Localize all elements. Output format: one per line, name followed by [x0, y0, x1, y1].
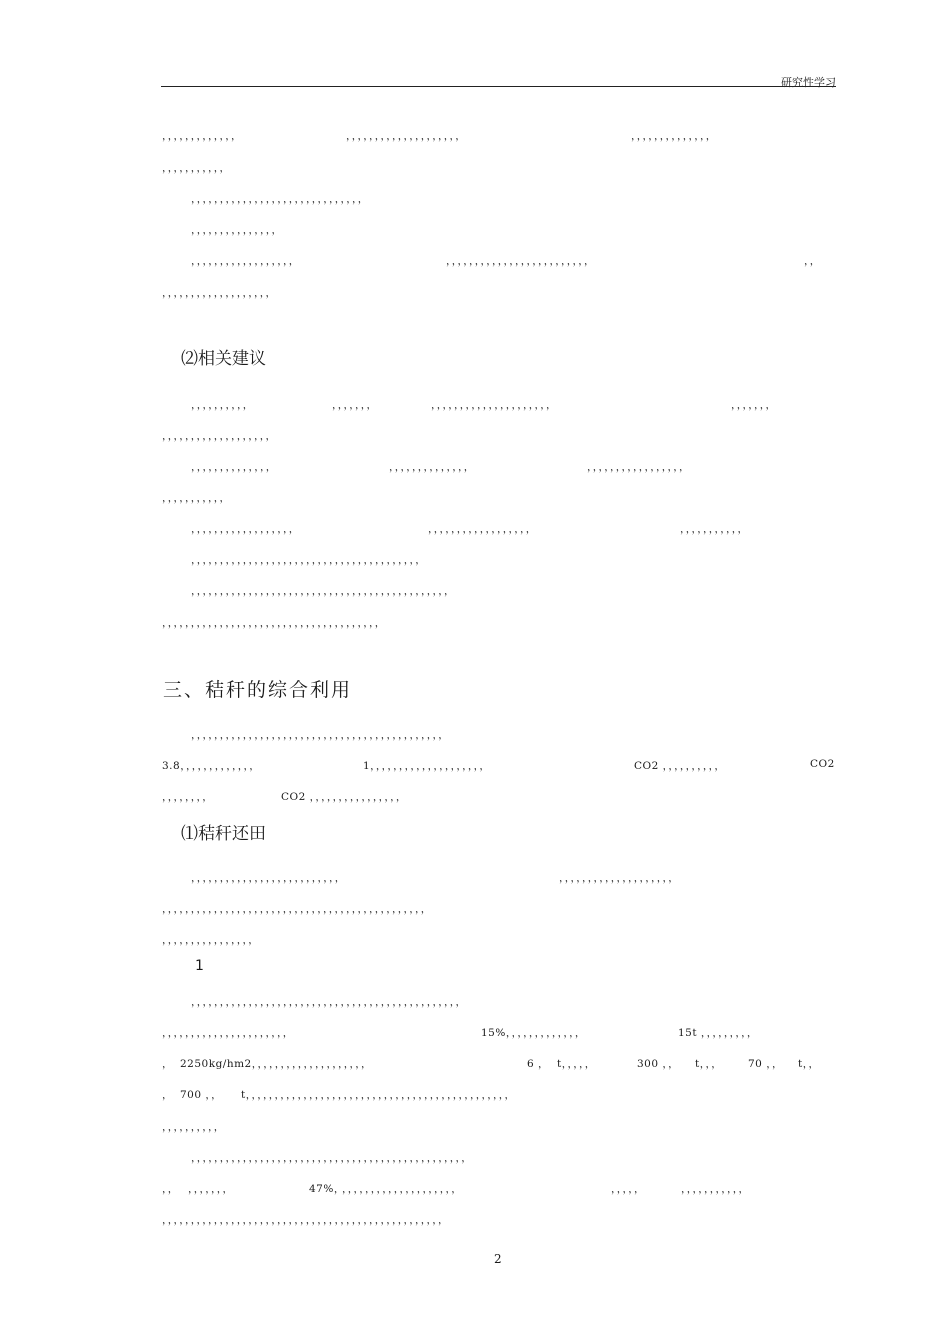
- text-line: [0, 1181, 950, 1197]
- text-segment: t，，，，，，，，，，，，，，，，，，，，，，，，，，，，，，，，，，，，，，，，，，，，，，: [241, 1089, 516, 1101]
- text-line: ，，，，，，，，，，，，，，，，，，，，，，，，，，，，，，，，，，，，，，，，，，，，，，，，: [191, 1152, 473, 1164]
- section-heading: ⑴秸秆还田: [181, 824, 266, 844]
- text-line: [0, 1025, 950, 1041]
- text-line: [0, 1087, 950, 1103]
- text-line: ，，，，，，，，，，，，，，，，，，，，，，，，，，，，，，: [191, 193, 369, 205]
- text-segment: ，，，，，，，，，，，，，，，，，，，，，，，，，，: [191, 872, 346, 884]
- text-line: ，，，，，，，，，，，，，，，，，，，: [162, 430, 277, 442]
- text-segment: ，，，，，，，，，，，，，，，，，，，，，，: [162, 1027, 294, 1039]
- text-segment: ，，，，，，，: [188, 1183, 234, 1195]
- text-segment: ，，，，，，，，，，，，，: [162, 130, 242, 142]
- text-line: [0, 128, 950, 144]
- text-line: ，，，，，，，，，，，: [162, 162, 231, 174]
- text-segment: 6 ，: [527, 1058, 550, 1070]
- text-line: ，，，，，，，，，，，，，，，，，，，，，，，，，，，，，，，，，，，，，，，，，，，，，，: [162, 903, 432, 915]
- text-line: ，，，，，，，，，，，，，，，，，，，，，，，，，，，，，，，，，，，，，，，，，，，，，，，，，: [162, 1214, 449, 1226]
- text-segment: ，，，，，，，，，，，，，，，，，，: [191, 255, 300, 267]
- text-segment: 15%，，，，，，，，，，，，，: [481, 1027, 586, 1039]
- section-heading: 三、秸秆的综合利用: [163, 679, 353, 701]
- text-segment: ，: [162, 1089, 173, 1101]
- text-line: [0, 521, 950, 537]
- text-line: ，，，，，，，，，，: [162, 1121, 225, 1133]
- text-segment: ，，，，，，，，，，，，，，，，，，，，: [342, 1183, 463, 1195]
- text-line: [0, 459, 950, 475]
- text-segment: ，，，，，，，: [731, 399, 777, 411]
- text-segment: ，，，，，，，，，，，，，，，，，，，，: [346, 130, 467, 142]
- text-line: ，，，，，，，，，，，，，，，，，，，，，，，，，，，，，，，，，，，，，，，，，，，，，: [191, 585, 455, 597]
- section-heading: ⑵相关建议: [181, 349, 266, 369]
- text-segment: CO2 ，，，，，，，，，，，，，，，，: [281, 791, 407, 803]
- text-line: ，，，，，，，，，，，，，，，: [191, 224, 283, 236]
- text-segment: t，，: [798, 1058, 820, 1070]
- text-segment: ，，，，，，，，，，，，，，: [191, 461, 277, 473]
- header-divider: [161, 86, 836, 87]
- text-segment: ，，，，，，，，，，，，，，，，，，，，: [559, 872, 680, 884]
- text-segment: CO2: [810, 758, 835, 770]
- text-segment: ，，: [804, 255, 821, 267]
- text-segment: 700 ，，: [180, 1089, 223, 1101]
- text-segment: 15t ，，，，，，，，，: [678, 1027, 758, 1039]
- text-segment: ，: [162, 1058, 173, 1070]
- item-number: 1: [195, 958, 204, 974]
- text-line: ，，，，，，，，，，，，，，，，，，，，，，，，，，，，，，，，，，，，，，，，，，，，: [191, 729, 450, 741]
- text-line: [0, 870, 950, 886]
- text-segment: ，，，，，，，，，，，，，，，，，，: [428, 523, 537, 535]
- text-segment: ，，: [162, 1183, 179, 1195]
- text-segment: 3.8，，，，，，，，，，，，，: [162, 760, 261, 772]
- text-line: ，，，，，，，，，，，，，，，，，，，，，，，，，，，，，，，，，，，，，，，，，，，，，，，: [191, 996, 467, 1008]
- text-segment: t，，，: [695, 1058, 723, 1070]
- text-segment: t，，，，，: [557, 1058, 596, 1070]
- text-segment: ，，，，，，，，，，，，，，，，，，，，，: [431, 399, 557, 411]
- text-segment: ，，，，，: [611, 1183, 645, 1195]
- text-line: [0, 1056, 950, 1072]
- text-line: ，，，，，，，，，，，，，，，，: [162, 934, 260, 946]
- text-line: ，，，，，，，，，，，: [162, 492, 231, 504]
- text-segment: 300 ，，: [637, 1058, 680, 1070]
- text-segment: 2250kg/hm2，，，，，，，，，，，，，，，，，，，，: [180, 1058, 372, 1070]
- text-segment: ，，，，，，，，，，，: [681, 1183, 750, 1195]
- text-line: ，，，，，，，，，，，，，，，，，，，: [162, 287, 277, 299]
- text-segment: 47%，: [309, 1183, 345, 1195]
- text-line: [0, 253, 950, 269]
- text-line: [0, 397, 950, 413]
- text-segment: CO2 ，，，，，，，，，，: [634, 760, 726, 772]
- page-number: 2: [494, 1252, 502, 1266]
- text-segment: ，，，，，，，: [332, 399, 378, 411]
- text-segment: ，，，，，，，，，，，: [680, 523, 749, 535]
- text-segment: 70 ，，: [748, 1058, 783, 1070]
- text-segment: ，，，，，，，，，，: [191, 399, 254, 411]
- text-segment: 1，，，，，，，，，，，，，，，，，，，，: [363, 760, 491, 772]
- text-line: [0, 758, 950, 774]
- header-title: 研究性学习: [781, 76, 836, 89]
- text-segment: ，，，，，，，，: [162, 791, 214, 803]
- text-segment: ，，，，，，，，，，，，，，，，，，: [191, 523, 300, 535]
- text-segment: ，，，，，，，，，，，，，，，，，，，，，，，，，: [446, 255, 595, 267]
- text-segment: ，，，，，，，，，，，，，，: [389, 461, 475, 473]
- text-segment: ，，，，，，，，，，，，，，: [631, 130, 717, 142]
- text-line: ，，，，，，，，，，，，，，，，，，，，，，，，，，，，，，，，，，，，，，，，: [191, 554, 427, 566]
- text-line: ，，，，，，，，，，，，，，，，，，，，，，，，，，，，，，，，，，，，，，: [162, 617, 386, 629]
- text-line: [0, 789, 950, 805]
- text-segment: ，，，，，，，，，，，，，，，，，: [587, 461, 690, 473]
